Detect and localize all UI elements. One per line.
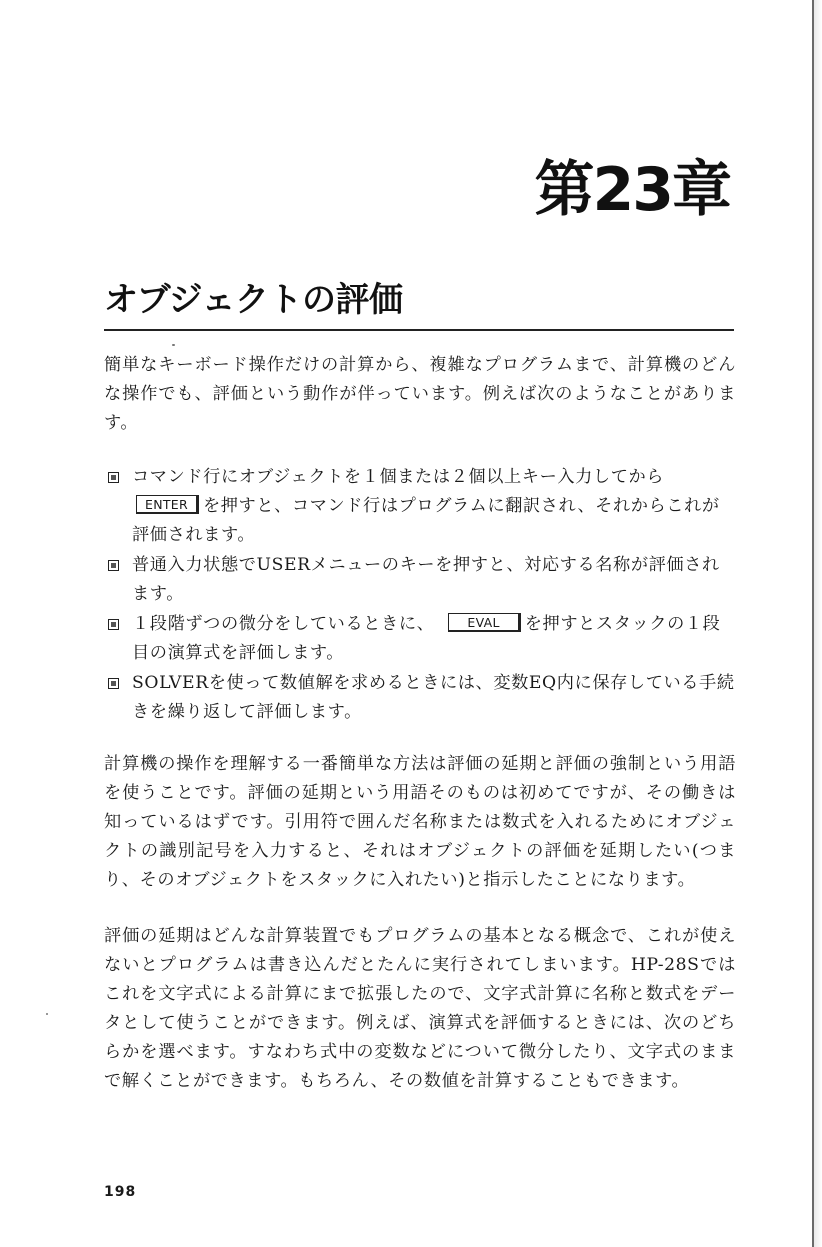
square-bullet-icon xyxy=(108,560,119,571)
bullet-list xyxy=(104,463,736,728)
scan-speck xyxy=(172,344,175,346)
bullet-item xyxy=(104,551,736,609)
bullet-item xyxy=(104,463,736,550)
square-bullet-icon xyxy=(108,472,119,483)
chapter-title: 第23章 xyxy=(534,155,730,225)
square-bullet-icon xyxy=(108,619,119,630)
bullet-text: 普通入力状態でUSERメニューのキーを押すと、対応する名称が評価されます。 xyxy=(132,555,720,604)
page-edge-shadow xyxy=(814,0,822,1247)
section-title-rule xyxy=(104,329,734,331)
intro-paragraph: 簡単なキーボード操作だけの計算から、複雑なプログラムまで、計算機のどんな操作でも、評価という動作が伴っています。例えば次のようなことがあります。 xyxy=(104,355,736,433)
page-number: 198 xyxy=(104,1184,137,1200)
bullet-text: コマンド行にオブジェクトを１個または２個以上キー入力してから xyxy=(132,467,665,487)
bullet-item xyxy=(104,610,736,668)
enter-key-icon: ENTER xyxy=(136,495,199,514)
bullet-item xyxy=(104,669,736,727)
body-paragraph: 計算機の操作を理解する一番簡単な方法は評価の延期と評価の強制という用語を使うことです。評価の延期という用語そのものは初めてですが、その働きは知っているはずです。引用符で囲んだ名称または数式を入れるためにオブジェクトの識別記号を入力すると、それはオブジェクトの評価を延期したい(つまり、そのオブジェクトをスタックに入れたい)と指示したことになります。 xyxy=(104,754,736,890)
bullet-text: を押すとスタックの１段目の演算式を評価します。 xyxy=(132,614,721,663)
bullet-text: SOLVERを使って数値解を求めるときには、変数EQ内に保存している手続きを繰り返して評価します。 xyxy=(132,673,735,722)
eval-key-icon: EVAL xyxy=(448,613,520,632)
square-bullet-icon xyxy=(108,678,119,689)
bullet-text: １段階ずつの微分をしているときに、 xyxy=(132,614,435,634)
scan-speck xyxy=(46,1013,48,1015)
body-paragraph: 評価の延期はどんな計算装置でもプログラムの基本となる概念で、これが使えないとプログラムは書き込んだとたんに実行されてしまいます。HP-28Sではこれを文字式による計算にまで拡張したので、文字式計算に名称と数式をデータとして使うことができます。例えば、演算式を評価するときには、次のどちらかを選べます。すなわち式中の変数などについて微分したり、文字式のままで解くことができます。もちろん、その数値を計算することもできます。 xyxy=(104,926,736,1091)
section-title: オブジェクトの評価 xyxy=(104,280,403,320)
page-edge-line xyxy=(812,0,814,1247)
bullet-text: を押すと、コマンド行はプログラムに翻訳され、それからこれが評価されます。 xyxy=(132,496,720,545)
